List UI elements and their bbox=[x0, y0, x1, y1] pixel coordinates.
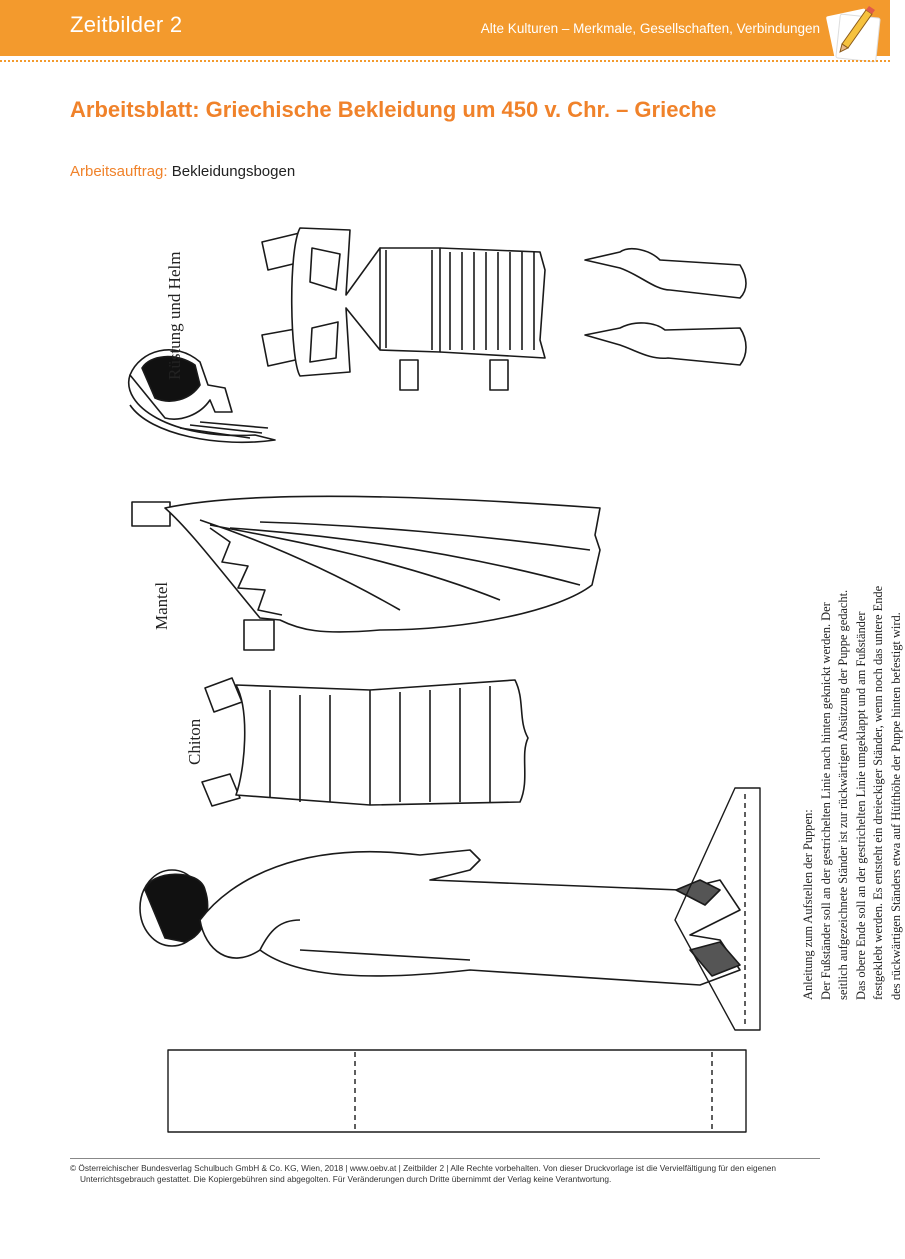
chiton-label: Chiton bbox=[185, 718, 204, 765]
armor-label: Rüstung und Helm bbox=[165, 251, 184, 380]
armor-drawing bbox=[262, 228, 545, 390]
chapter-subject: Alte Kulturen – Merkmale, Gesellschaften, Verbindungen bbox=[480, 21, 820, 36]
brand-name: Zeitbilder 2 bbox=[70, 12, 183, 37]
greaves-drawing bbox=[585, 249, 746, 365]
cutout-sheet bbox=[0, 190, 903, 1150]
task-line bbox=[70, 163, 295, 180]
header-divider bbox=[0, 60, 890, 62]
chiton-drawing bbox=[202, 678, 528, 806]
helmet-drawing bbox=[129, 350, 275, 442]
greek-man-drawing bbox=[140, 850, 740, 985]
page-title: Arbeitsblatt: Griechische Bekleidung um 450 v. Chr. – Grieche bbox=[70, 97, 717, 122]
instructions-block bbox=[800, 580, 905, 1000]
instructions-text: Der Fußständer soll an der gestrichelten Linie nach hinten geknickt werden. Der seitlich aufgezeichnete Ständer ist zur rückwärtigen Absützung der Puppe gedacht. Das obere Ende soll an der gestrichelten Linie umgeklappt und am Fußständer festgeklebt werden. Es entsteht ein dreieckiger Ständer, wenn noch das untere Ende des rückwärtigen Ständers etwa auf Hüfthöhe der Puppe hinten befestigt wird. bbox=[818, 585, 903, 1000]
footer-divider bbox=[70, 1158, 820, 1159]
pencil-paper-icon bbox=[820, 2, 882, 58]
copyright-footer bbox=[70, 1163, 830, 1185]
footer-line-2: Unterrichtsgebrauch gestattet. Die Kopiergebühren sind abgegolten. Für Veränderungen durch Dritte übernimmt der Verlag keine Verantwortung. bbox=[80, 1174, 612, 1184]
footer-line-1: © Österreichischer Bundesverlag Schulbuch GmbH & Co. KG, Wien, 2018 | www.oebv.at | Zeitbilder 2 | Alle Rechte vorbehalten. Von dieser Druckvorlage ist die Vervielfältigung für den eigenen bbox=[70, 1163, 777, 1173]
header-bar bbox=[0, 0, 890, 56]
cloak-label: Mantel bbox=[152, 581, 171, 630]
paper-doll-illustration bbox=[0, 190, 890, 1150]
task-label: Arbeitsauftrag: bbox=[70, 163, 168, 180]
instructions-heading: Anleitung zum Aufstellen der Puppen: bbox=[801, 809, 815, 1000]
cloak-drawing bbox=[132, 496, 600, 650]
task-text: Bekleidungsbogen bbox=[167, 163, 296, 180]
